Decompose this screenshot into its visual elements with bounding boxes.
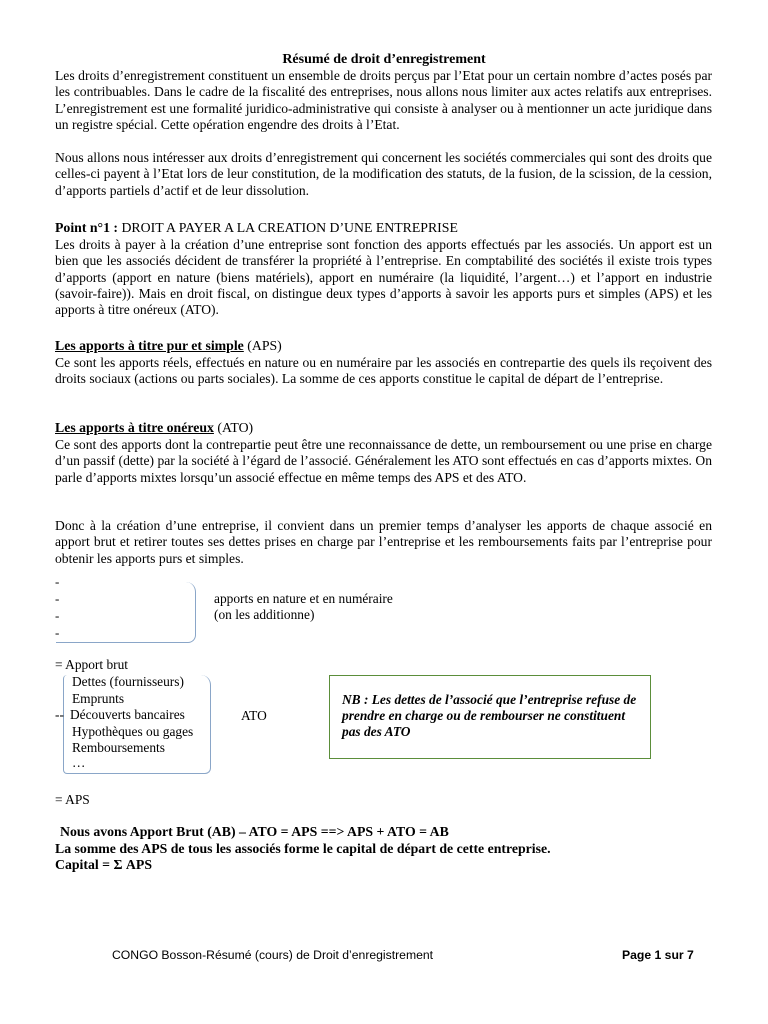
donc-paragraph: Donc à la création d’une entreprise, il convient dans un premier temps d’analyser les apports de chaque associé en apport brut et retirer toutes ses dettes prises en charge par l’entreprise et les remboursements faits par l’entreprise pour obtenir les apports purs et simples. [55, 518, 712, 566]
ato-label: ATO [241, 708, 267, 723]
document-title: Résumé de droit d’enregistrement [282, 52, 486, 67]
aps-result-label: = APS [55, 792, 90, 807]
ato-item-4: Hypothèques ou gages [72, 724, 194, 739]
ato-heading [55, 420, 253, 436]
footer-left: CONGO Bosson-Résumé (cours) de Droit d’enregistrement [112, 948, 434, 962]
apports-bracket [56, 582, 196, 643]
apport-brut-label: = Apport brut [55, 657, 129, 672]
ato-paragraph: Ce sont des apports dont la contrepartie peut être une reconnaissance de dette, un remboursement ou une prise en charge d’un passif (dette) par la société à l’égard de l’associé. Généralement les ATO sont effectués en cas d’apports mixtes. On parle d’apports mixtes lorsqu’un associé effectue en même temps des APS et des ATO. [55, 437, 712, 485]
aps-heading [55, 338, 282, 354]
apports-line-2: (on les additionne) [214, 607, 315, 622]
ato-item-6: … [72, 755, 86, 770]
ato-item-5: Remboursements [72, 740, 165, 755]
formula-line-3: Capital = Σ APS [55, 857, 152, 872]
ato-heading-underlined: Les apports à titre onéreux [55, 420, 214, 435]
point1-heading-rest: DROIT A PAYER A LA CREATION D’UNE ENTREPRISE [118, 220, 458, 235]
page-number: Page 1 sur 7 [622, 948, 694, 962]
ato-item-1: Dettes (fournisseurs) [72, 674, 184, 689]
diagram-dash-2: - [55, 591, 60, 606]
aps-heading-rest: (APS) [243, 338, 282, 353]
formula-line-2: La somme des APS de tous les associés forme le capital de départ de cette entreprise. [55, 841, 551, 856]
aps-paragraph: Ce sont les apports réels, effectués en nature ou en numéraire par les associés en contrepartie des quels ils reçoivent des droits sociaux (actions ou parts sociales). La somme de ces apports constitue le capital de départ de l’entreprise. [55, 355, 712, 387]
ato-item-3: Découverts bancaires [70, 707, 185, 722]
point1-heading [55, 220, 458, 236]
point1-paragraph: Les droits à payer à la création d’une entreprise sont fonction des apports effectués par les associés. Un apport est un bien que les associés décident de transférer la propriété à l’entreprise. En comptabilité des sociétés il existe trois types d’apports (apport en nature (biens matériels), apport en numéraire (la liquidité, l’argent…) et l’apport en industrie (savoir-faire)). Mais en droit fiscal, on distingue deux types d’apports à savoir les apports purs et simples (APS) et les apports à titre onéreux (ATO). [55, 237, 712, 318]
point1-heading-prefix: Point n°1 : [55, 220, 119, 235]
ato-heading-rest: (ATO) [213, 420, 254, 435]
intro-paragraph-1: Les droits d’enregistrement constituent un ensemble de droits perçus par l’Etat pour un certain nombre d’actes posés par les contribuables. Dans le cadre de la fiscalité des entreprises, nous allons nous limiter aux actes relatifs aux entreprises. L’enregistrement est une formalité juridico-administrative qui consiste à analyser ou à mentionner un acte juridique dans un registre spécial. Cette opération engendre des droits à l’Etat. [55, 68, 712, 132]
formula-line-1: Nous avons Apport Brut (AB) – ATO = APS ==> APS + ATO = AB [60, 824, 449, 839]
intro-paragraph-2: Nous allons nous intéresser aux droits d’enregistrement qui concernent les sociétés commerciales qui sont des droits que celles-ci payent à l’Etat lors de leur constitution, de la modification des statuts, de la fusion, de la scission, de la cession, d’apports partiels d’actif et de leur dissolution. [55, 150, 712, 198]
aps-heading-underlined: Les apports à titre pur et simple [55, 338, 244, 353]
ato-item-2: Emprunts [72, 691, 125, 706]
apports-line-1: apports en nature et en numéraire [214, 591, 393, 606]
nb-box: NB : Les dettes de l’associé que l’entreprise refuse de prendre en charge ou de rembourser ne constituent pas des ATO [329, 675, 651, 759]
minus-sign: -- [55, 707, 64, 722]
diagram-dash-3: - [55, 608, 60, 623]
diagram-dash-4: - [55, 625, 60, 640]
diagram-dash-1: - [55, 574, 60, 589]
